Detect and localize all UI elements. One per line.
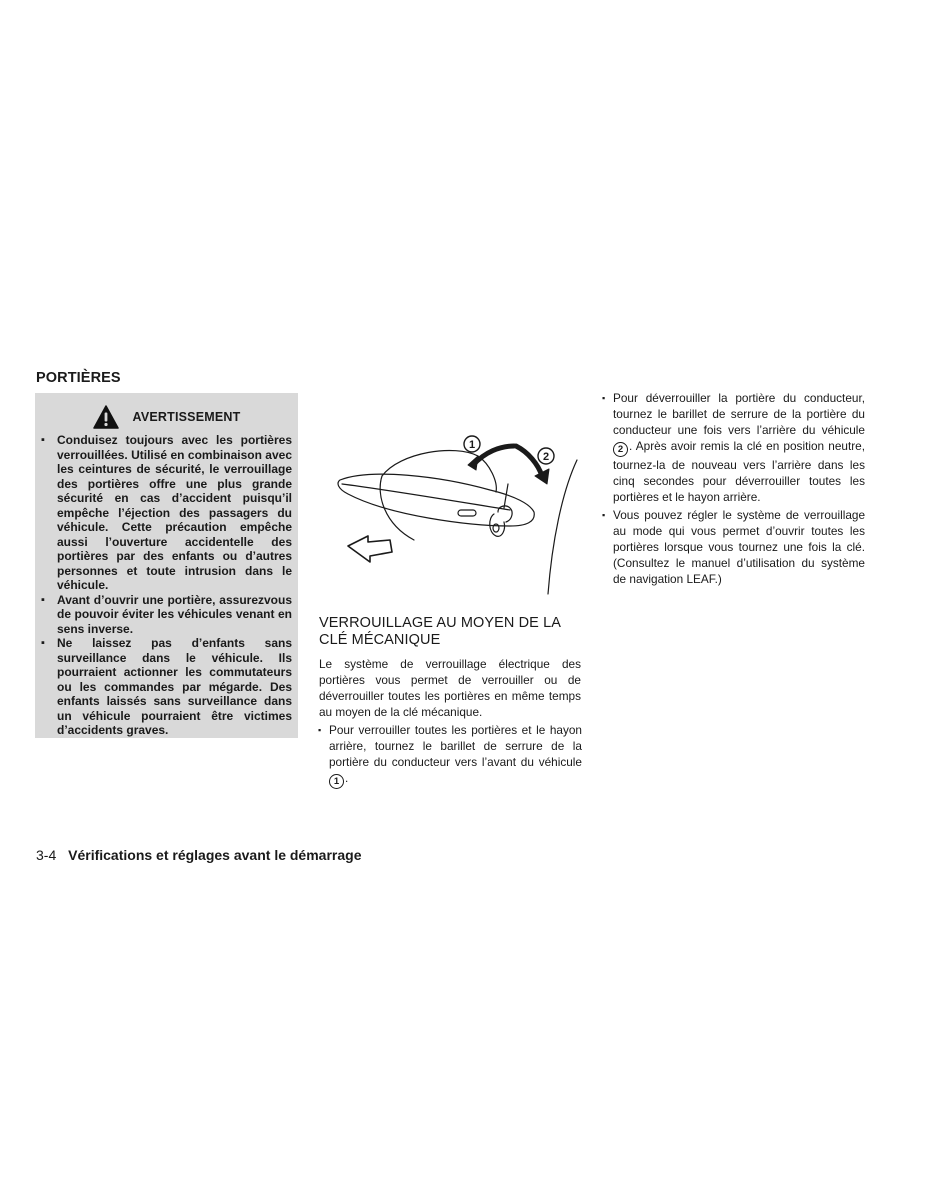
- warning-label: AVERTISSEMENT: [132, 410, 241, 424]
- rotate-back-arrow: [516, 446, 542, 476]
- lock-instructions-list: [318, 722, 582, 791]
- handle-slot: [458, 510, 476, 516]
- section-title: PORTIÈRES: [36, 370, 121, 386]
- list-item-mode: ▪ Vous pouvez régler le système de verrouillage au mode qui vous permet d’ouvrir toutes les portières lorsque vous tournez une fois la clé. (Consultez le manuel d’utilisation du système de navigation LEAF.): [602, 507, 865, 587]
- callout-ref-2: 2: [613, 442, 628, 457]
- callout-1: [464, 436, 480, 452]
- callout-2-label: 2: [542, 451, 550, 463]
- chapter-title: Vérifications et réglages avant le démarrage: [68, 847, 362, 863]
- callout-1-label: 1: [468, 439, 476, 451]
- callout-ref-1: 1: [329, 774, 344, 789]
- warning-item: ▪ Avant d’ouvrir une portière, assurezvous de pouvoir éviter les véhicules venant en sens inverse.: [41, 593, 292, 637]
- page-number: 3-4: [36, 847, 57, 863]
- subsection-intro: Le système de verrouillage électrique des portières vous permet de verrouiller ou de déverrouiller toutes les portières en même temps au moyen de la clé mécanique.: [319, 657, 581, 719]
- warning-list: [41, 433, 292, 738]
- list-item-lock: [318, 722, 582, 789]
- lock-text: Pour verrouiller toutes les portières et le hayon arrière, tournez le barillet de serrure de la portière du conducteur vers l’avant du véhicule: [329, 723, 582, 769]
- warning-item: ▪ Conduisez toujours avec les portières verrouillées. Utilisé en combinaison avec les ceintures de sécurité, le verrouillage des portières offre une plus grande sécurité en cas d’accident puisqu’il empêche l’éjection des passagers du véhicule. Cette précaution empêche aussi l’ouverture accidentelle des portières par des enfants ou d’autres personnes et toute intrusion dans le véhicule.: [41, 433, 292, 593]
- warning-header: [41, 405, 292, 429]
- warning-item: ▪ Ne laissez pas d’enfants sans surveillance dans le véhicule. Ils pourraient actionner les commutateurs ou les commandes par mégarde. Des enfants laissés sans surveillance dans un véhicule pourraient être victimes d’accidents graves.: [41, 636, 292, 738]
- page-footer: [36, 847, 361, 863]
- unlock-instructions-list: [602, 390, 865, 589]
- warning-triangle-icon: [93, 405, 119, 429]
- door-handle-illustration: [330, 432, 585, 597]
- lock-text-end: .: [345, 771, 349, 785]
- callout-2: [538, 448, 554, 464]
- unlock-text-end: . Après avoir remis la clé en position neutre, tournez-la de nouveau vers l’arrière dans les cinq secondes pour déverrouiller toutes les portières et le hayon arrière.: [613, 439, 865, 504]
- list-item-unlock: [602, 390, 865, 505]
- forward-direction-arrow: [348, 536, 392, 562]
- warning-box: [35, 393, 298, 738]
- door-edge-line: [548, 460, 577, 594]
- unlock-text: Pour déverrouiller la portière du conducteur, tournez le barillet de serrure de la portière du conducteur une fois vers l’arrière du véhicule: [613, 391, 865, 437]
- subsection-title: VERROUILLAGE AU MOYEN DE LA CLÉ MÉCANIQUE: [319, 615, 561, 648]
